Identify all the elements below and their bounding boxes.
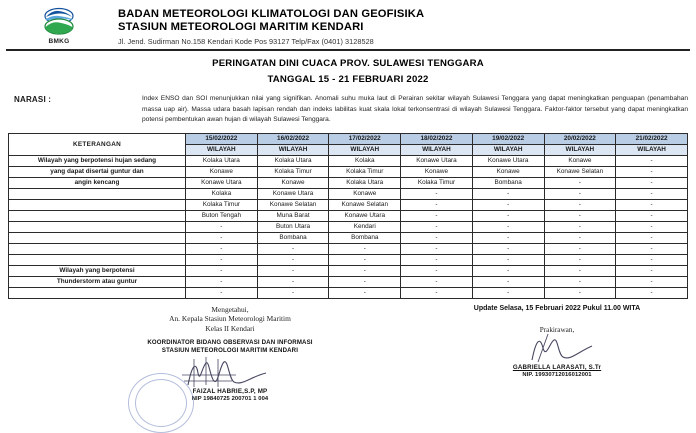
- table-cell: -: [472, 265, 544, 276]
- table-cell: -: [544, 210, 616, 221]
- table-row: [9, 155, 688, 166]
- header-divider: [6, 49, 690, 51]
- table-cell: Konawe Selatan: [257, 199, 329, 210]
- row-label-line: Wilayah yang berpotensi: [9, 265, 186, 276]
- table-row: [9, 221, 688, 232]
- table-row: [9, 177, 688, 188]
- table-cell: -: [616, 243, 688, 254]
- row-label-line: angin kencang: [9, 177, 186, 188]
- table-cell: Konawe Utara: [186, 177, 258, 188]
- table-cell: -: [401, 254, 473, 265]
- table-cell: -: [544, 243, 616, 254]
- table-cell: Kolaka Timur: [257, 166, 329, 177]
- table-cell: -: [544, 254, 616, 265]
- institution-line-2: STASIUN METEOROLOGI MARITIM KENDARI: [118, 20, 364, 33]
- table-cell: -: [329, 243, 401, 254]
- table-cell: Konawe: [329, 188, 401, 199]
- table-cell: -: [329, 287, 401, 298]
- table-cell: -: [616, 265, 688, 276]
- left-signature-area: [96, 355, 364, 388]
- table-cell: Konawe Utara: [401, 155, 473, 166]
- table-cell: -: [544, 276, 616, 287]
- left-signer-name: FAIZAL HABRIE,S.P, MP: [192, 388, 268, 396]
- table-cell: -: [472, 188, 544, 199]
- table-cell: -: [616, 232, 688, 243]
- right-signer-name: GABRIELLA LARASATI, S.Tr: [512, 363, 602, 371]
- column-header-date-3: 18/02/2022: [401, 133, 473, 144]
- table-cell: Kolaka Utara: [186, 155, 258, 166]
- table-cell: -: [616, 166, 688, 177]
- table-cell: Konawe: [472, 166, 544, 177]
- table-cell: -: [186, 232, 258, 243]
- row-label-spacer: [9, 221, 186, 232]
- table-cell: -: [401, 265, 473, 276]
- page-title: [0, 58, 696, 85]
- column-header-date-6: 21/02/2022: [616, 133, 688, 144]
- table-cell: Konawe: [257, 177, 329, 188]
- table-cell: -: [401, 199, 473, 210]
- table-cell: Bombana: [257, 232, 329, 243]
- table-cell: Kolaka Utara: [257, 155, 329, 166]
- table-cell: -: [616, 276, 688, 287]
- table-cell: -: [257, 276, 329, 287]
- institution-line-1: BADAN METEOROLOGI KLIMATOLOGI DAN GEOFISIKA: [118, 8, 425, 20]
- table-cell: -: [401, 232, 473, 243]
- table-cell: Konawe Selatan: [544, 166, 616, 177]
- left-signer-nip: NIP 19840725 200701 1 004: [191, 396, 269, 403]
- narrative-section: [0, 94, 696, 126]
- table-cell: -: [472, 254, 544, 265]
- column-header-date-5: 20/02/2022: [544, 133, 616, 144]
- signature-block-left: [96, 305, 364, 403]
- table-cell: Kolaka: [329, 155, 401, 166]
- column-header-date-4: 19/02/2022: [472, 133, 544, 144]
- bmkg-logo-icon: [42, 7, 76, 37]
- title-line-2: TANGGAL 15 - 21 FEBRUARI 2022: [267, 74, 429, 85]
- narrative-text: Index ENSO dan SOI menunjukkan nilai yang signifikan. Anomali suhu muka laut di Perairan sekitar wilayah Sulawesi Tenggara yang dapat meningkatkan penguapan (penambahan massa uap air). Massa udara basah lapisan rendah dan indeks labilitas kuat skala lokal terkonsentrasi di wilayah Sulawesi Tenggara. Faktor-faktor tersebut yang dapat meningkatkan potensi pembentukan awan hujan di wilayah Sulawesi Tenggara.: [142, 95, 688, 124]
- table-cell: -: [472, 243, 544, 254]
- logo-block: [0, 5, 118, 45]
- table-cell: Bombana: [472, 177, 544, 188]
- column-header-date-2: 17/02/2022: [329, 133, 401, 144]
- table-row: [9, 276, 688, 287]
- table-cell: -: [472, 210, 544, 221]
- subheader-wilayah-6: WILAYAH: [616, 144, 688, 155]
- row-label-spacer: [9, 287, 186, 298]
- signature-block-right: [426, 305, 688, 378]
- table-cell: -: [401, 287, 473, 298]
- row-label-spacer: [9, 243, 186, 254]
- table-cell: -: [329, 265, 401, 276]
- narrative-label: NARASI :: [14, 95, 52, 104]
- update-timestamp: Update Selasa, 15 Februari 2022 Pukul 11.00 WITA: [473, 304, 641, 312]
- table-cell: -: [186, 276, 258, 287]
- table-cell: -: [186, 287, 258, 298]
- warning-table-wrapper: [0, 133, 696, 299]
- table-cell: -: [401, 221, 473, 232]
- table-cell: -: [544, 221, 616, 232]
- institution-text: [118, 5, 424, 46]
- table-cell: -: [186, 265, 258, 276]
- table-cell: -: [257, 254, 329, 265]
- table-cell: -: [544, 188, 616, 199]
- table-cell: -: [616, 188, 688, 199]
- row-label-spacer: [9, 254, 186, 265]
- subheader-wilayah-5: WILAYAH: [544, 144, 616, 155]
- table-cell: Kolaka Utara: [329, 177, 401, 188]
- left-unit-line-1: KOORDINATOR BIDANG OBSERVASI DAN INFORMASI: [147, 339, 313, 347]
- table-cell: Kolaka Timur: [186, 199, 258, 210]
- warning-table: [8, 133, 688, 299]
- document-header: [0, 0, 696, 46]
- table-row: [9, 199, 688, 210]
- table-cell: -: [472, 232, 544, 243]
- bmkg-wordmark: BMKG: [48, 38, 70, 45]
- table-body: [9, 155, 688, 298]
- table-cell: -: [472, 276, 544, 287]
- table-cell: -: [616, 210, 688, 221]
- table-cell: Konawe Selatan: [329, 199, 401, 210]
- table-cell: -: [616, 155, 688, 166]
- table-cell: -: [616, 254, 688, 265]
- table-cell: -: [544, 287, 616, 298]
- table-cell: Kolaka: [186, 188, 258, 199]
- table-cell: Kolaka Timur: [401, 177, 473, 188]
- table-cell: Buton Utara: [257, 221, 329, 232]
- handwritten-signature-right: [522, 332, 612, 364]
- table-cell: Konawe Utara: [329, 210, 401, 221]
- row-label-spacer: [9, 232, 186, 243]
- table-row: [9, 166, 688, 177]
- institution-address: Jl. Jend. Sudirman No.158 Kendari Kode Pos 93127 Telp/Fax (0401) 3128528: [118, 37, 374, 46]
- table-cell: -: [401, 276, 473, 287]
- table-cell: -: [616, 287, 688, 298]
- subheader-wilayah-1: WILAYAH: [257, 144, 329, 155]
- table-cell: Konawe Utara: [257, 188, 329, 199]
- table-cell: -: [544, 177, 616, 188]
- subheader-wilayah-2: WILAYAH: [329, 144, 401, 155]
- table-cell: -: [401, 210, 473, 221]
- title-line-1: PERINGATAN DINI CUACA PROV. SULAWESI TENGGARA: [212, 58, 484, 69]
- table-cell: Bombana: [329, 232, 401, 243]
- table-cell: -: [329, 254, 401, 265]
- table-head: [9, 133, 688, 155]
- table-row: [9, 265, 688, 276]
- table-cell: Konawe: [544, 155, 616, 166]
- table-cell: -: [616, 199, 688, 210]
- table-cell: -: [544, 232, 616, 243]
- table-cell: Konawe Utara: [472, 155, 544, 166]
- row-label-spacer: [9, 210, 186, 221]
- left-unit-line-2: STASIUN METEOROLOGI MARITIM KENDARI: [161, 347, 299, 355]
- row-label-spacer: [9, 188, 186, 199]
- table-cell: Konawe: [186, 166, 258, 177]
- table-cell: -: [257, 265, 329, 276]
- table-header-dates: [9, 133, 688, 144]
- table-cell: Muna Barat: [257, 210, 329, 221]
- subheader-wilayah-3: WILAYAH: [401, 144, 473, 155]
- left-position-line-1: An. Kepala Stasiun Meteorologi Maritim: [169, 314, 291, 324]
- prakirawan-label: Prakirawan,: [539, 325, 575, 334]
- table-cell: -: [186, 221, 258, 232]
- row-label-spacer: [9, 199, 186, 210]
- row-label-line: Wilayah yang berpotensi hujan sedang: [9, 155, 186, 166]
- table-row: [9, 243, 688, 254]
- right-signer-nip: NIP. 19930712016012001: [522, 371, 592, 378]
- right-signature-area: [426, 334, 688, 364]
- table-cell: -: [186, 254, 258, 265]
- row-label-line: Thunderstorm atau guntur: [9, 276, 186, 287]
- row-label-line: yang dapat disertai guntur dan: [9, 166, 186, 177]
- table-cell: -: [472, 287, 544, 298]
- column-header-keterangan: KETERANGAN: [9, 133, 186, 155]
- table-cell: -: [544, 199, 616, 210]
- table-row: [9, 210, 688, 221]
- table-cell: -: [186, 243, 258, 254]
- column-header-date-1: 16/02/2022: [257, 133, 329, 144]
- table-cell: Kolaka Timur: [329, 166, 401, 177]
- table-cell: -: [257, 287, 329, 298]
- handwritten-signature-left: [176, 355, 286, 389]
- table-cell: -: [329, 276, 401, 287]
- column-header-date-0: 15/02/2022: [186, 133, 258, 144]
- table-cell: Konawe: [401, 166, 473, 177]
- table-row: [9, 287, 688, 298]
- table-row: [9, 232, 688, 243]
- table-row: [9, 188, 688, 199]
- table-cell: -: [616, 177, 688, 188]
- table-cell: Buton Tengah: [186, 210, 258, 221]
- table-row: [9, 254, 688, 265]
- table-cell: -: [401, 188, 473, 199]
- subheader-wilayah-0: WILAYAH: [186, 144, 258, 155]
- table-cell: -: [472, 199, 544, 210]
- table-cell: -: [544, 265, 616, 276]
- table-cell: -: [257, 243, 329, 254]
- table-cell: Kendari: [329, 221, 401, 232]
- left-position-line-2: Kelas II Kendari: [205, 323, 255, 333]
- table-cell: -: [472, 221, 544, 232]
- table-cell: -: [401, 243, 473, 254]
- mengetahui-label: Mengetahui,: [211, 304, 249, 314]
- table-cell: -: [616, 221, 688, 232]
- subheader-wilayah-4: WILAYAH: [472, 144, 544, 155]
